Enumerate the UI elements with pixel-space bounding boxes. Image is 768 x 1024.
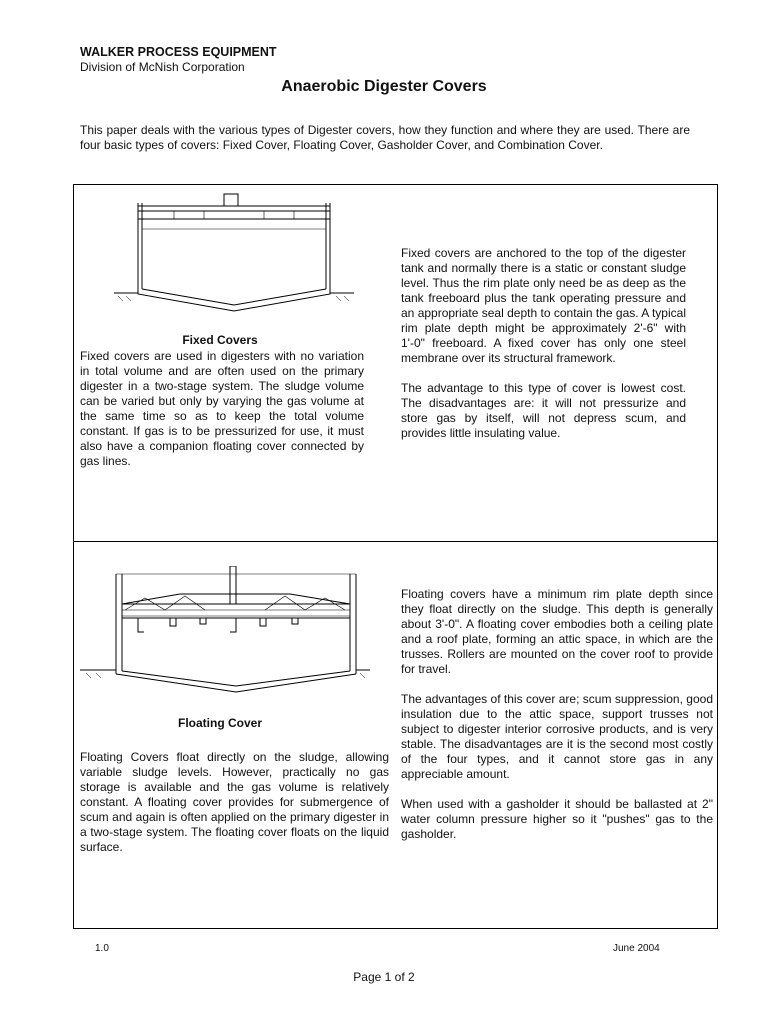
footer-version: 1.0	[95, 943, 109, 954]
page-number: Page 1 of 2	[353, 970, 415, 984]
fixed-cover-caption: Fixed Covers	[182, 333, 258, 347]
fixed-cover-diagram	[114, 189, 354, 314]
fixed-cover-description: Fixed covers are anchored to the top of the digester tank and normally there is a static or constant sludge level. Thus the rim plate only need be as deep as the tank freeboard plus the tank operating pressure and an appropriate seal depth to contain the gas. A typical rim plate depth might be approximately 2'-6" with 1'-0" freeboard. A fixed cover has only one steel membrane over its structural framework.	[401, 246, 686, 365]
fixed-cover-right-text	[401, 246, 686, 456]
division-name: Division of McNish Corporation	[80, 60, 245, 74]
footer-date: June 2004	[613, 943, 660, 954]
page-title: Anaerobic Digester Covers	[281, 78, 487, 95]
intro-paragraph: This paper deals with the various types of Digester covers, how they function and where they are used. There are four basic types of covers: Fixed Cover, Floating Cover, Gasholder Cover, and Combination Cover.	[80, 123, 690, 152]
floating-cover-section	[73, 541, 718, 929]
floating-cover-caption: Floating Cover	[177, 716, 262, 730]
fixed-cover-advantages: The advantage to this type of cover is lowest cost. The disadvantages are: it will not pressurize and store gas by itself, will not depress scum, and provides little insulating value.	[401, 381, 686, 440]
company-name: WALKER PROCESS EQUIPMENT	[80, 45, 277, 59]
fixed-cover-left-text: Fixed covers are used in digesters with no variation in total volume and are often used on the primary digester in a two-stage system. The sludge volume can be varied but only by varying the gas volume at the same time so as to keep the total volume constant. If gas is to be pressurized for use, it must also have a companion floating cover connected by gas lines.	[80, 349, 364, 468]
fixed-cover-section	[73, 184, 718, 542]
floating-cover-right-text	[401, 587, 713, 857]
floating-cover-description: Floating covers have a minimum rim plate depth since they float directly on the sludge. This depth is generally about 3'-0". A floating cover embodies both a ceiling plate and a roof plate, forming an attic space, in which are the trusses. Rollers are mounted on the cover roof to provide for travel.	[401, 587, 713, 676]
floating-cover-gasholder-note: When used with a gasholder it should be ballasted at 2" water column pressure higher so it "pushes" gas to the gasholder.	[401, 797, 713, 841]
floating-cover-advantages: The advantages of this cover are; scum suppression, good insulation due to the attic space, support trusses not subject to digester interior corrosive products, and is very stable. The disadvantages are it is the second most costly of the four types, and it cannot store gas in any appreciable amount.	[401, 692, 713, 781]
floating-cover-left-text: Floating Covers float directly on the sludge, allowing variable sludge levels. However, practically no gas storage is available and the gas volume is relatively constant. A floating cover provides for submergence of scum and again is often applied on the primary digester in a two-stage system. The floating cover floats on the liquid surface.	[80, 750, 389, 854]
floating-cover-diagram	[80, 566, 370, 696]
